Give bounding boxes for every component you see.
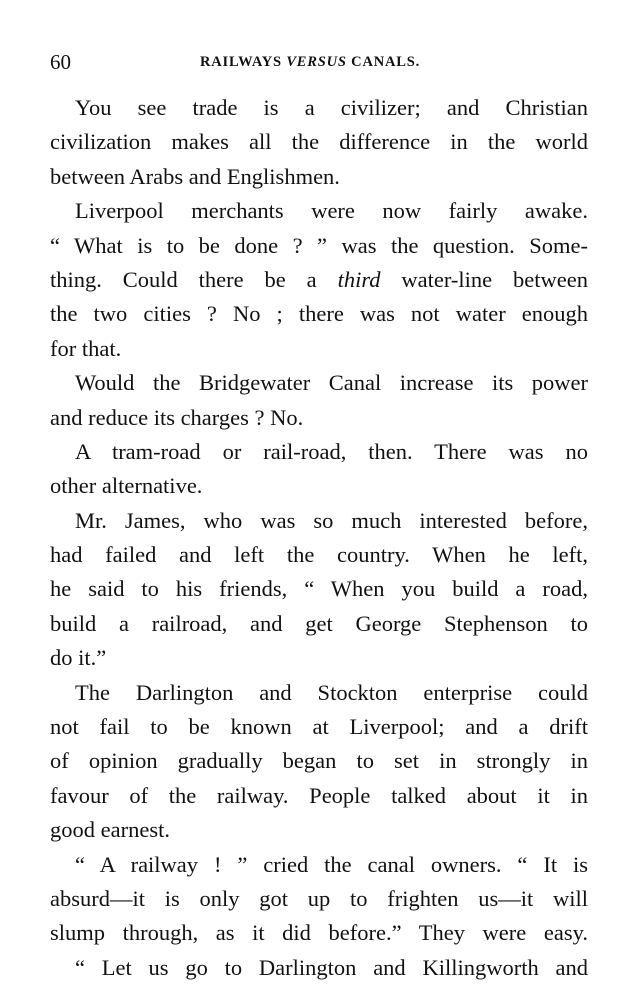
text-line: he said to his friends, “ When you build a road,: [50, 576, 588, 602]
running-head-part1: RAILWAYS: [200, 54, 287, 70]
text-line: civilization makes all the difference in the world: [50, 129, 588, 155]
text-line: thing. Could there be a third water-line between: [50, 266, 588, 292]
text-line: for that.: [50, 335, 122, 361]
text-line: absurd—it is only got up to frighten us—it will: [50, 885, 588, 911]
page-number: 60: [50, 50, 71, 74]
running-head-part3: CANALS.: [346, 54, 421, 70]
text-line: Mr. James, who was so much interested before,: [75, 507, 588, 533]
text-line: and reduce its charges ? No.: [50, 404, 304, 430]
page-header: [50, 50, 588, 80]
text-line: between Arabs and Englishmen.: [50, 163, 340, 189]
text-line: “ What is to be done ? ” was the question. Some-: [50, 232, 588, 258]
text-line: “ A railway ! ” cried the canal owners. “ It is: [75, 851, 588, 877]
running-head-versus: VERSUS: [286, 54, 347, 70]
body-text: [50, 91, 588, 985]
text-line: do it.”: [50, 645, 107, 671]
text-line: other alternative.: [50, 473, 203, 499]
text-line: the two cities ? No ; there was not water enough: [50, 301, 588, 327]
text-line: You see trade is a civilizer; and Christian: [75, 95, 588, 120]
text-line: favour of the railway. People talked about it in: [50, 782, 588, 808]
text-line: The Darlington and Stockton enterprise could: [75, 679, 588, 705]
text-line: had failed and left the country. When he left,: [50, 542, 588, 568]
text-line: build a railroad, and get George Stephenson to: [50, 610, 588, 636]
text-line: not fail to be known at Liverpool; and a drift: [50, 714, 588, 740]
text-line: A tram-road or rail-road, then. There was no: [75, 438, 588, 464]
text-line: “ Let us go to Darlington and Killingworth and: [75, 954, 588, 980]
text-line: slump through, as it did before.” They were easy.: [50, 920, 588, 946]
text-line: Would the Bridgewater Canal increase its power: [75, 370, 588, 396]
running-head: [200, 54, 420, 71]
italic-word: third: [337, 266, 381, 292]
text-line: of opinion gradually began to set in strongly in: [50, 748, 588, 774]
text-line: Liverpool merchants were now fairly awake.: [75, 198, 588, 224]
text-line: good earnest.: [50, 817, 170, 843]
